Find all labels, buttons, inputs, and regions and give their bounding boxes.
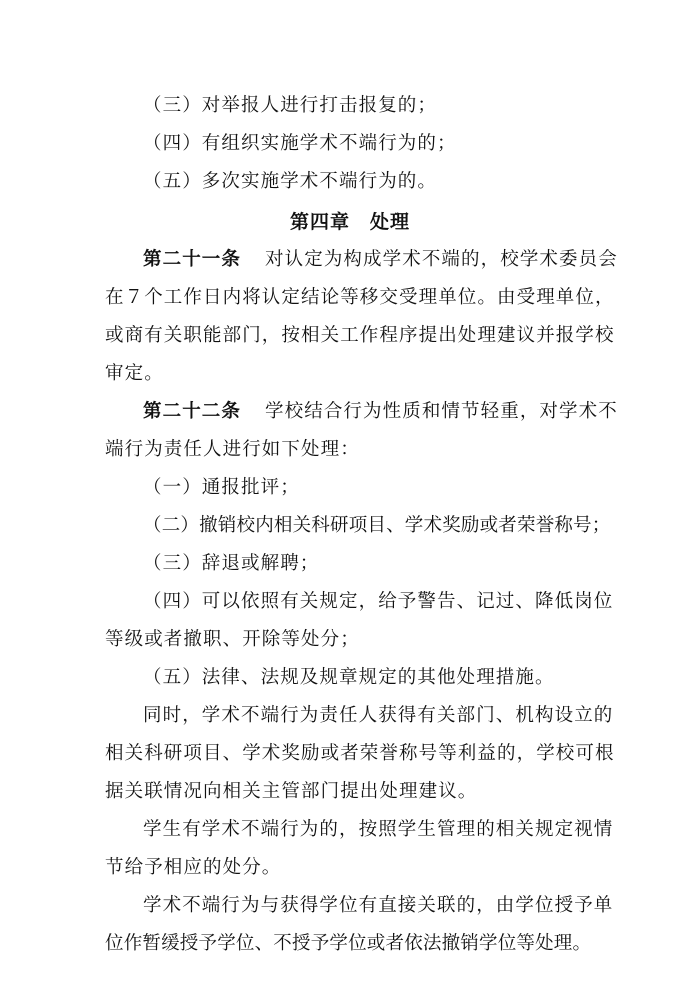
list-item-continuation: 等级或者撤职、开除等处分； [105,629,360,650]
article-22-first-line [143,399,618,425]
paragraph-line: 节给予相应的处分。 [105,857,282,878]
list-item: （五）多次实施学术不端行为的。 [143,171,438,192]
article-21-number: 第二十一条 [143,249,242,270]
article-21-text: 对认定为构成学术不端的，校学术委员会 [265,249,618,270]
paragraph-line: 据关联情况向相关主管部门提出处理建议。 [105,781,478,802]
list-item: （五）法律、法规及规章规定的其他处理措施。 [143,667,555,688]
list-item: （二）撤销校内相关科研项目、学术奖励或者荣誉称号； [143,515,611,536]
paragraph-line: 同时，学术不端行为责任人获得有关部门、机构设立的 [143,705,614,726]
article-22-text: 学校结合行为性质和情节轻重，对学术不 [265,401,618,422]
paragraph-line: 学生有学术不端行为的，按照学生管理的相关规定视情 [143,819,614,840]
article-22-number: 第二十二条 [143,401,242,422]
paragraph-line: 学术不端行为与获得学位有直接关联的，由学位授予单 [143,895,614,916]
list-item: （四）有组织实施学术不端行为的； [143,133,457,154]
article-21-first-line [143,247,618,273]
list-item: （一）通报批评； [143,477,300,498]
chapter-title: 第四章 处理 [289,211,410,233]
list-item: （三）辞退或解聘； [143,553,320,574]
paragraph-line: 相关科研项目、学术奖励或者荣誉称号等利益的，学校可根 [105,743,615,764]
article-22-line: 端行为责任人进行如下处理： [105,439,360,460]
article-21-line: 审定。 [105,363,164,384]
list-item: （三）对举报人进行打击报复的； [143,95,438,116]
article-21-line: 在７个工作日内将认定结论等移交受理单位。由受理单位， [105,287,615,308]
list-item: （四）可以依照有关规定，给予警告、记过、降低岗位 [143,591,614,612]
article-21-line: 或商有关职能部门，按相关工作程序提出处理建议并报学校 [105,325,615,346]
paragraph-line: 位作暂缓授予学位、不授予学位或者依法撤销学位等处理。 [105,933,592,954]
